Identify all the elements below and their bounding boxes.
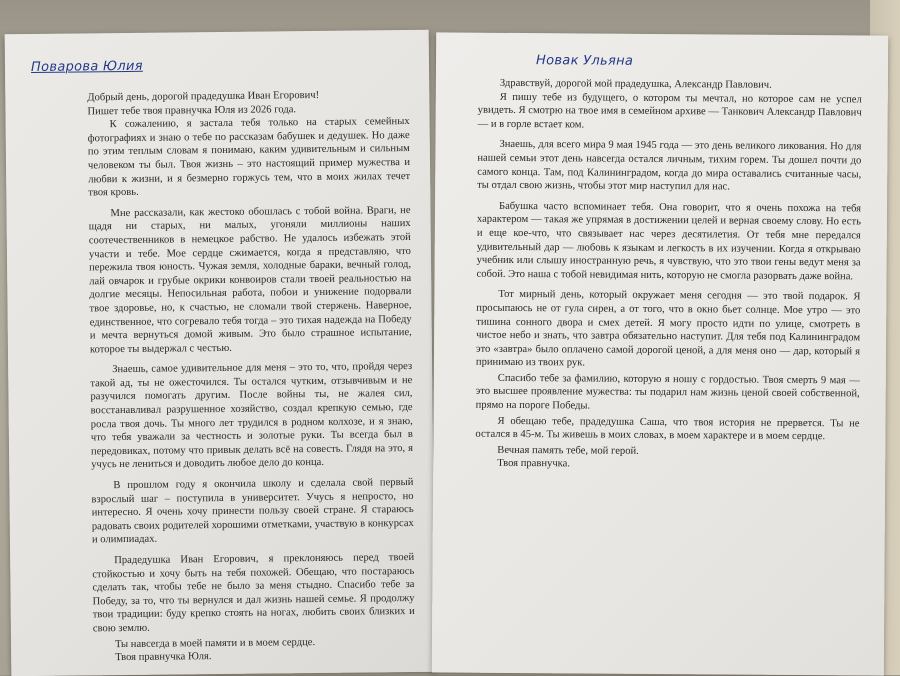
letter-paragraph: Знаешь, самое удивительное для меня – это то, что, пройдя через такой ад, ты не ожесточился. Ты остался чутким, отзывчивым и не разучился помогать другим. После войны ты, не жалея сил, восстанавливал разрушенное хозяйство, создал крепкую семью, где росла твоя дочь. Ты много лет трудился в родном колхозе, и я знаю, что тебя уважали за честность и золотые руки. Ты всегда был в передовиках, потому что привык делать всё на совесть. Глядя на это, я учусь не лениться и доводить любое дело до конца. (90, 361, 414, 471)
letter-paragraph: Я обещаю тебе, прадедушка Саша, что твоя история не прервется. Ты не остался в 45-м. Ты живешь в моих словах, в моем характере и в моем сердце. (475, 415, 860, 443)
letter-sheet-right (432, 32, 888, 675)
letter-paragraph: Я пишу тебе из будущего, о котором ты мечтал, но которое сам не успел увидеть. Я смотрю на твое имя в семейном архиве — Танкович Александр Павлович — и в горле встает ком. (477, 91, 862, 131)
letter-paragraph: Знаешь, для всего мира 9 мая 1945 года — это день великого ликования. Но для нашей семьи этот день навсегда остался личным, тихим горем. Ты дошел почти до самого конца. Там, под Калининградом, когда до мира оставались считанные часы, ты отдал свою жизнь, чтобы этот мир наступил для нас. (477, 139, 862, 193)
letter-intro-line: Пишет тебе твоя правнучка Юля из 2026 года. (87, 103, 297, 117)
letter-paragraph: Тот мирный день, который окружает меня сегодня — это твой подарок. Я просыпаюсь не от гула сирен, а от того, что в окно бьет солнце. Мое утро — это тишина сонного двора и смех детей. Я могу просто идти по улице, смотреть в чистое небо и знать, что завтра обязательно наступит. Для тебя под Калининградом это «завтра» было оплачено самой дорогой ценой, а для меня оно — дар, который я принимаю из твоих рук. (475, 289, 861, 369)
letter-paragraph: Бабушка часто вспоминает тебя. Она говорит, что я очень похожа на тебя характером — такая же упрямая в достижении целей и верная своему слову. Но есть и еще кое-что, что связывает нас через десятилетия. От тебя мне передался удивительный дар — любовь к языкам и легкость в их изучении. Когда я открываю учебник или слышу иностранную речь, я чувствую, что это твои гены ведут меня за собой. Это наша с тобой невидимая нить, которую не смогла разорвать даже война. (476, 200, 862, 283)
letter-paragraph: В прошлом году я окончила школу и сделала свой первый взрослый шаг – поступила в университет. Учусь я непросто, но интересно. Я очень хочу принести пользу своей стране. Я стараюсь радовать своих родителей хорошими отметками, участвую в конкурсах и олимпиадах. (91, 477, 414, 546)
letter-paragraph: К сожалению, я застала тебя только на старых семейных фотографиях и знаю о тебе по рассказам бабушек и дедушек. Но даже по этим теплым словам я понимаю, каким удивительным и сильным человеком ты был. Твоя жизнь – это настоящий пример мужества и любви к жизни, и я безмерно горжусь тем, что в моих жилах течет твоя кровь. (87, 116, 411, 199)
letter-body (87, 88, 415, 665)
letter-closing-line: Ты навсегда в моей памяти и в моем сердце. (114, 636, 316, 650)
handwritten-author-name: Поварова Юлия (30, 58, 143, 75)
handwritten-author-name: Новак Ульяна (535, 53, 634, 69)
letter-sign-off: Твоя правнучка. (497, 458, 571, 470)
letter-greeting: Добрый день, дорогой прадедушка Иван Егорович! (87, 89, 320, 104)
letter-body (475, 77, 862, 474)
letter-closing-line: Вечная память тебе, мой герой. (497, 444, 639, 457)
letter-sign-off: Твоя правнучка Юля. (115, 651, 212, 664)
letter-paragraph: Спасибо тебе за фамилию, которую я ношу с гордостью. Твоя смерть 9 мая — это высшее проявление мужества: ты подарил нам жизнь ценой своей собственной, прямо на пороге Победы. (475, 372, 860, 412)
letter-greeting: Здравствуй, дорогой мой прадедушка, Александр Павлович. (499, 77, 772, 91)
letter-paragraph: Мне рассказали, как жестоко обошлась с тобой война. Враги, не щадя ни старых, ни малых, угоняли миллионы наших соотечественников в немецкое рабство. Не удалось избежать этой участи и тебе. Мое сердце сжимается, когда я представляю, что пережила твоя юность. Чужая земля, холодные бараки, вечный голод, лай овчарок и грубые окрики конвоиров стали твоей реальностью на долгие месяцы. Непосильная работа, побои и унижение подорвали твое здоровье, но, к счастью, не сломали твой стержень. Наверное, единственное, что согревало тебя тогда – это тихая надежда на Победу и мечта вернуться домой живым. Это было страшное испытание, которое ты выдержал с честью. (88, 204, 412, 356)
letter-paragraph: Прадедушка Иван Егорович, я преклоняюсь перед твоей стойкостью и хочу быть на тебя похожей. Обещаю, что постараюсь сделать так, чтобы тебе не было за меня стыдно. Спасибо тебе за Победу, за то, что ты вернулся и дал жизнь нашей семье. Я продолжу твои традиции: буду крепко стоять на ногах, любить своих близких и свою землю. (92, 551, 415, 635)
letter-sheet-left (5, 30, 436, 676)
